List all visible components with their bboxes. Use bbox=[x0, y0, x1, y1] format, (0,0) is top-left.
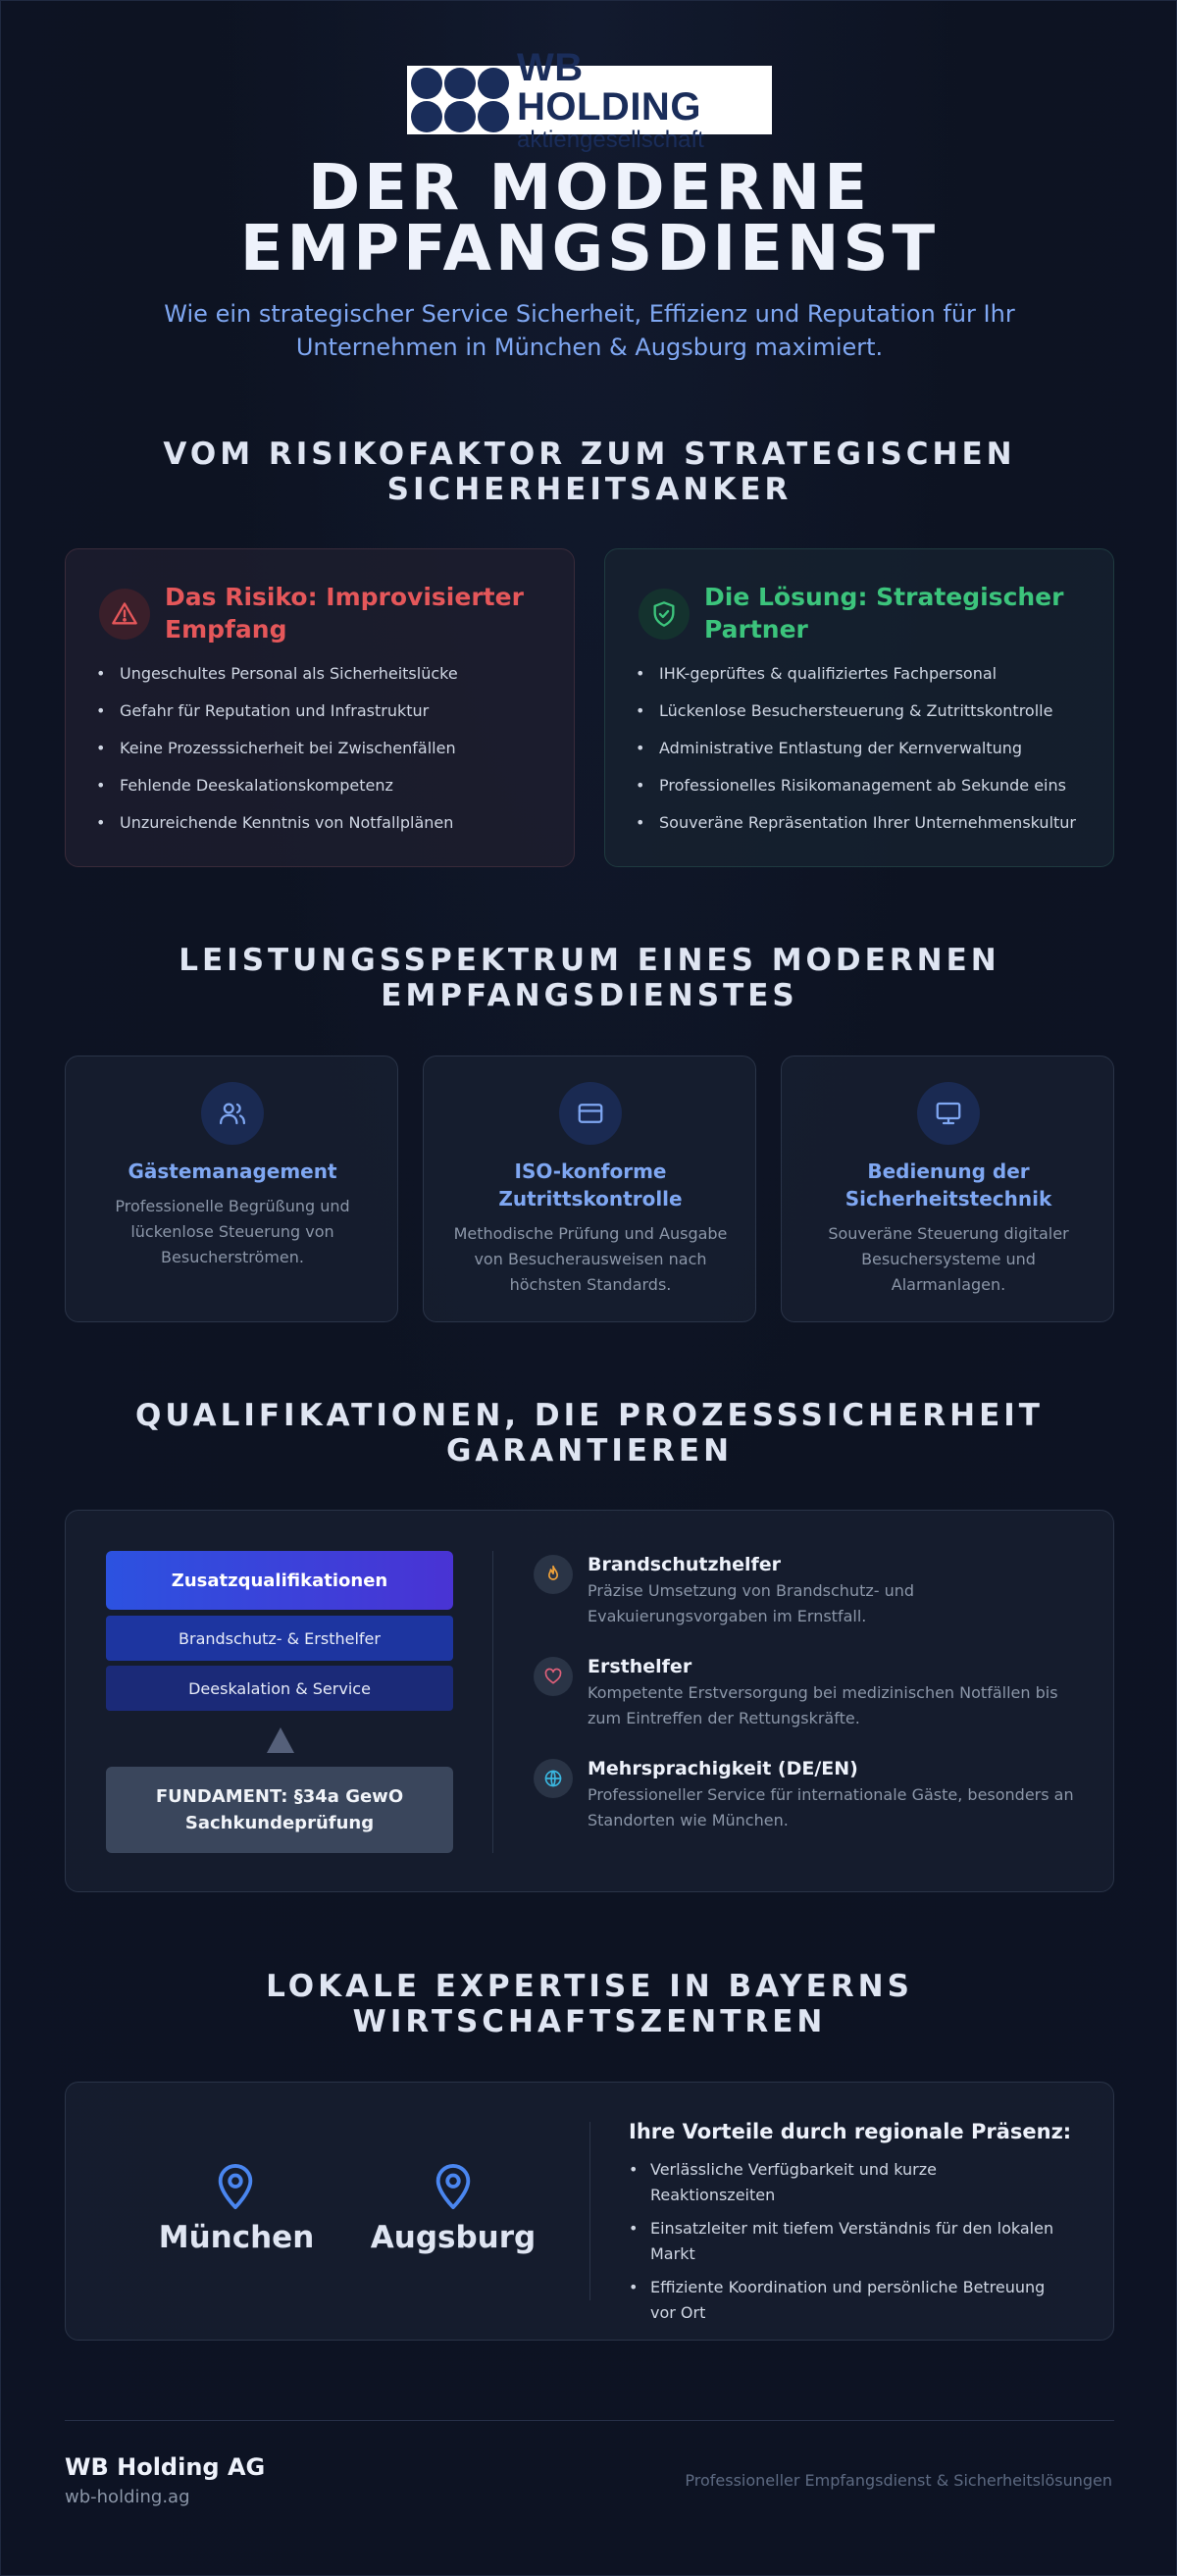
section-title-risk-solution: VOM RISIKOFAKTOR ZUM STRATEGISCHEN SICHERHEITSANKER bbox=[163, 437, 1016, 507]
shield-check-icon bbox=[639, 589, 690, 640]
company-logo bbox=[407, 46, 772, 153]
footer-divider bbox=[65, 2420, 1114, 2421]
divider bbox=[589, 2122, 590, 2300]
list-item: • IHK-geprüftes & qualifiziertes Fachpersonal bbox=[636, 664, 1101, 684]
city-augsburg: Augsburg bbox=[370, 2220, 537, 2255]
footer-company-name: WB Holding AG bbox=[65, 2453, 266, 2481]
service-card-access-control bbox=[423, 1056, 756, 1322]
qualification-title: Mehrsprachigkeit (DE/EN) bbox=[588, 1758, 858, 1779]
list-item: • Keine Prozesssicherheit bei Zwischenfällen bbox=[96, 739, 557, 758]
list-item: • Administrative Entlastung der Kernverwaltung bbox=[636, 739, 1101, 758]
pyramid-base: FUNDAMENT: §34a GewO Sachkundeprüfung bbox=[106, 1767, 453, 1853]
pyramid-arrow-icon bbox=[267, 1727, 294, 1753]
page-title bbox=[1, 152, 1177, 285]
list-item: • Souveräne Repräsentation Ihrer Unternehmenskultur bbox=[636, 813, 1101, 833]
section-title-local-expertise: LOKALE EXPERTISE IN BAYERNS WIRTSCHAFTSZENTREN bbox=[266, 1969, 913, 2039]
risk-card bbox=[65, 548, 575, 867]
pyramid-level-1: Brandschutz- & Ersthelfer bbox=[106, 1616, 453, 1661]
logo-subline: aktiengesellschaft bbox=[517, 127, 704, 153]
list-item: • Unzureichende Kenntnis von Notfallplänen bbox=[96, 813, 557, 833]
advantages-list bbox=[629, 2157, 1060, 2334]
list-item: • Gefahr für Reputation und Infrastruktur bbox=[96, 701, 557, 721]
service-card-security-tech bbox=[781, 1056, 1114, 1322]
service-description: Methodische Prüfung und Ausgabe von Besucherausweisen nach höchsten Standards. bbox=[453, 1224, 728, 1294]
risk-list bbox=[96, 664, 557, 850]
page-title-line-2: EMPFANGSDIENST bbox=[239, 213, 940, 285]
map-pin-icon bbox=[213, 2161, 258, 2216]
divider bbox=[492, 1551, 493, 1853]
globe-icon bbox=[534, 1759, 573, 1798]
list-item: • Einsatzleiter mit tiefem Verständnis für den lokalen Markt bbox=[629, 2216, 1060, 2267]
service-description: Professionelle Begrüßung und lückenlose Steuerung von Besucherströmen. bbox=[115, 1197, 350, 1266]
page-title-line-1: DER MODERNE bbox=[308, 152, 871, 225]
solution-list bbox=[636, 664, 1101, 850]
pyramid-top: Zusatzqualifikationen bbox=[106, 1551, 453, 1610]
list-item: • Lückenlose Besuchersteuerung & Zutrittskontrolle bbox=[636, 701, 1101, 721]
flame-icon bbox=[534, 1555, 573, 1594]
service-card-guest-management bbox=[65, 1056, 398, 1322]
qualification-title: Brandschutzhelfer bbox=[588, 1554, 782, 1575]
users-icon bbox=[201, 1082, 264, 1145]
id-card-icon bbox=[559, 1082, 622, 1145]
logo-mark bbox=[411, 68, 509, 132]
service-title: Gästemanagement bbox=[128, 1159, 337, 1183]
list-item: • Effiziente Koordination und persönliche Betreuung vor Ort bbox=[629, 2275, 1060, 2326]
footer-tagline: Professioneller Empfangsdienst & Sicherheitslösungen bbox=[685, 2471, 1112, 2490]
service-title: Bedienung der Sicherheitstechnik bbox=[844, 1159, 1052, 1211]
solution-card-title: Die Lösung: Strategischer Partner bbox=[704, 583, 1064, 644]
list-item: • Verlässliche Verfügbarkeit und kurze Reaktionszeiten bbox=[629, 2157, 1060, 2208]
logo-wordmark: WB HOLDING bbox=[517, 46, 701, 129]
monitor-icon bbox=[917, 1082, 980, 1145]
page-subtitle: Wie ein strategischer Service Sicherheit, Effizienz und Reputation für Ihr Unternehmen in München & Augsburg maximiert. bbox=[164, 300, 1015, 361]
service-description: Souveräne Steuerung digitaler Besuchersysteme und Alarmanlagen. bbox=[828, 1224, 1069, 1294]
section-title-qualifications: QUALIFIKATIONEN, DIE PROZESSSICHERHEIT GARANTIEREN bbox=[135, 1398, 1044, 1468]
list-item: • Professionelles Risikomanagement ab Sekunde eins bbox=[636, 776, 1101, 796]
qualification-title: Ersthelfer bbox=[588, 1656, 692, 1677]
solution-card bbox=[604, 548, 1114, 867]
qualification-description: Präzise Umsetzung von Brandschutz- und Evakuierungsvorgaben im Ernstfall. bbox=[588, 1581, 915, 1625]
pyramid-level-2: Deeskalation & Service bbox=[106, 1666, 453, 1711]
section-title-services: LEISTUNGSSPEKTRUM EINES MODERNEN EMPFANGSDIENSTES bbox=[179, 943, 1000, 1013]
map-pin-icon bbox=[431, 2161, 476, 2216]
city-munich: München bbox=[158, 2220, 315, 2255]
advantages-title: Ihre Vorteile durch regionale Präsenz: bbox=[629, 2120, 1072, 2143]
heart-icon bbox=[534, 1657, 573, 1696]
list-item: • Fehlende Deeskalationskompetenz bbox=[96, 776, 557, 796]
list-item: • Ungeschultes Personal als Sicherheitslücke bbox=[96, 664, 557, 684]
service-title: ISO-konforme Zutrittskontrolle bbox=[498, 1159, 683, 1211]
footer-website-link[interactable]: wb-holding.ag bbox=[65, 2487, 190, 2507]
warning-triangle-icon bbox=[99, 589, 150, 640]
risk-card-title: Das Risiko: Improvisierter Empfang bbox=[165, 583, 524, 644]
qualification-description: Kompetente Erstversorgung bei medizinischen Notfällen bis zum Eintreffen der Rettungskräfte. bbox=[588, 1683, 1058, 1727]
qualification-description: Professioneller Service für internationale Gäste, besonders an Standorten wie München. bbox=[588, 1785, 1074, 1829]
